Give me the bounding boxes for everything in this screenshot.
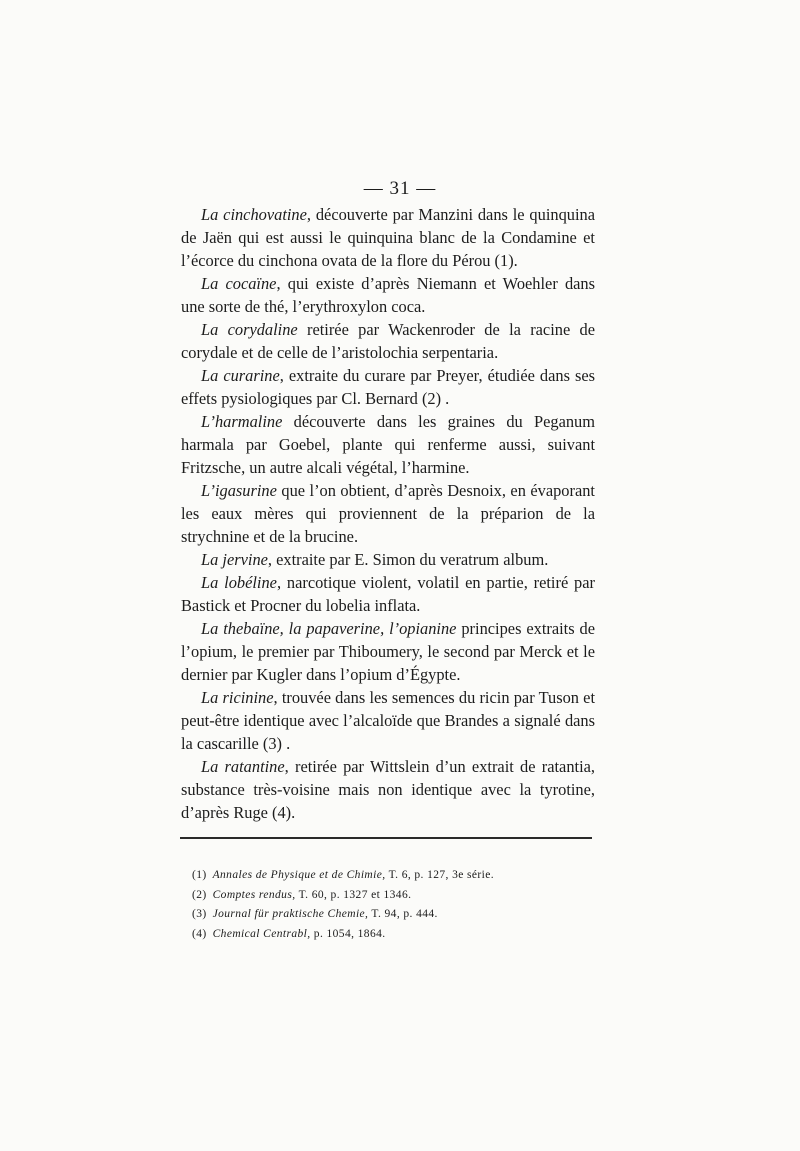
footnote-source: Comptes rendus,	[212, 888, 296, 901]
footnote-source: Journal für praktische Chemie,	[212, 908, 369, 920]
paragraph-text: retirée par Wackenroder de la racine de corydale et de celle de l’aristolochia serpentaria.	[181, 320, 595, 362]
footnote-reference: T. 6, p. 127, 3e série.	[385, 869, 495, 881]
alkaloid-name: La lobéline	[201, 573, 277, 592]
footnote-separator	[180, 837, 592, 839]
paragraph-text: , extraite du curare par Preyer, étudiée dans ses effets pysiologiques par Cl. Bernard (2) .	[181, 366, 595, 408]
alkaloid-name: La curarine	[201, 366, 280, 385]
paragraph-harmaline	[181, 410, 595, 479]
alkaloid-name: La cinchovatine	[201, 205, 307, 224]
footnote-reference: p. 1054, 1864.	[310, 927, 386, 940]
footnote-reference: T. 60, p. 1327 et 1346.	[295, 888, 412, 901]
paragraph-text: , qui existe d’après Niemann et Woehler dans une sorte de thé, l’erythroxylon coca.	[181, 274, 596, 316]
alkaloid-name: L’harmaline	[201, 412, 283, 431]
paragraph-ratantine	[181, 755, 595, 824]
paragraph-igasurine	[181, 479, 595, 548]
footnote-3	[192, 905, 592, 925]
paragraph-curarine	[181, 364, 595, 410]
paragraph-text: , trouvée dans les semences du ricin par Tuson et peut-être identique avec l’alcaloïde que Brandes a signalé dans la cascarille (3) .	[181, 688, 596, 753]
footnote-source: Chemical Centrabl,	[212, 927, 311, 940]
footnote-reference: T. 94, p. 444.	[368, 908, 438, 920]
paragraph-ricinine	[181, 686, 595, 755]
paragraph-jervine	[181, 548, 595, 571]
paragraph-lobeline	[181, 571, 595, 617]
footnote-number: (3)	[192, 908, 207, 920]
footnote-1	[192, 866, 592, 886]
paragraph-text: principes extraits de l’opium, le premier par Thiboumery, le second par Merck et le dernier par Kugler dans l’opium d’Égypte.	[181, 619, 595, 684]
footnote-number: (1)	[192, 869, 207, 881]
footnote-2	[192, 886, 592, 906]
alkaloid-name: La ratantine	[201, 757, 285, 776]
paragraph-cinchovatine	[181, 203, 595, 272]
paragraph-thebaine	[181, 617, 595, 686]
paragraph-text: , découverte par Manzini dans le quinquina de Jaën qui est aussi le quinquina blanc de la Condamine et l’écorce du cinchona ovata de la flore du Pérou (1).	[181, 205, 595, 270]
paragraph-text: découverte dans les graines du Peganum harmala par Goebel, plante qui renferme aussi, suivant Fritzsche, un autre alcali végétal, l’harmine.	[181, 412, 595, 477]
alkaloid-name: La corydaline	[201, 320, 298, 339]
footnote-4	[192, 925, 592, 945]
footnotes	[192, 866, 592, 944]
footnote-source: Annales de Physique et de Chimie,	[212, 869, 386, 881]
page-number: — 31 —	[363, 178, 437, 199]
footnote-number: (4)	[192, 927, 207, 940]
alkaloid-name: La thebaïne, la papaverine, l’opianine	[201, 619, 457, 638]
paragraph-text: , narcotique violent, volatil en partie, retiré par Bastick et Procner du lobelia inflata.	[181, 573, 595, 615]
alkaloid-name: La ricinine	[201, 688, 274, 707]
paragraph-text: , extraite par E. Simon du veratrum album.	[267, 550, 549, 569]
paragraph-text: que l’on obtient, d’après Desnoix, en évaporant les eaux mères qui proviennent de la préparion de la strychnine et de la brucine.	[181, 481, 595, 546]
paragraph-corydaline	[181, 318, 595, 364]
footnote-number: (2)	[192, 888, 207, 901]
alkaloid-name: La jervine	[201, 550, 268, 569]
paragraph-cocaine	[181, 272, 595, 318]
alkaloid-name: La cocaïne	[201, 274, 277, 293]
paragraph-text: , retirée par Wittslein d’un extrait de ratantia, substance très-voisine mais non identique avec la tyrotine, d’après Ruge (4).	[181, 757, 595, 822]
alkaloid-name: L’igasurine	[201, 481, 277, 500]
main-text	[181, 203, 595, 824]
